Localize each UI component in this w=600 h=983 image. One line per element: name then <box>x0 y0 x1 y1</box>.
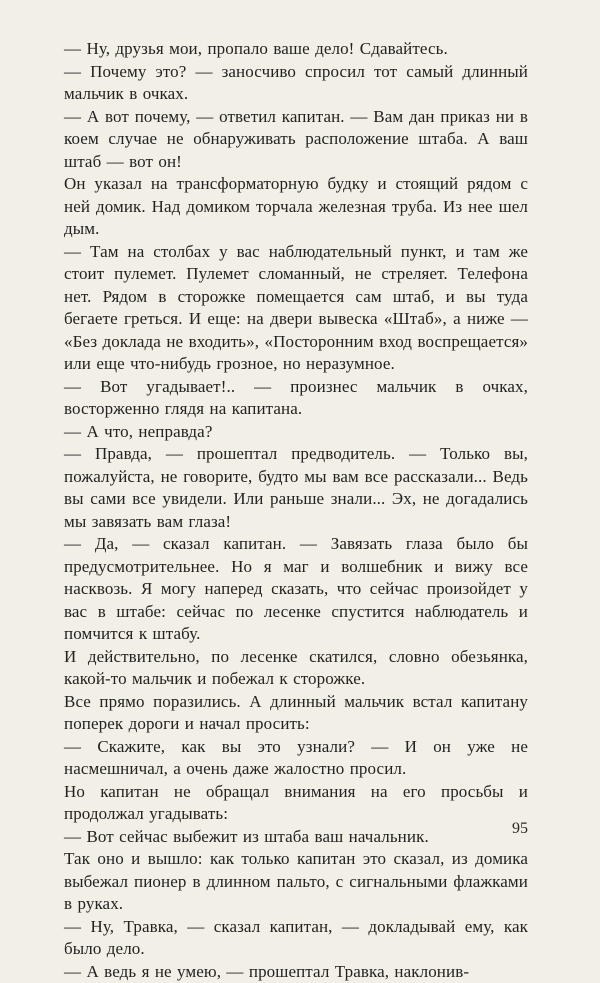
paragraph: — Ну, друзья мои, пропало ваше дело! Сдавайтесь. <box>64 38 528 61</box>
paragraph: — Вот сейчас выбежит из штаба ваш начальник. <box>64 826 528 849</box>
body-text <box>64 38 528 983</box>
paragraph: И действительно, по лесенке скатился, словно обезьянка, какой-то мальчик и побежал к сторожке. <box>64 646 528 691</box>
paragraph: — Скажите, как вы это узнали? — И он уже не насмешничал, а очень даже жалостно просил. <box>64 736 528 781</box>
paragraph: Но капитан не обращал внимания на его просьбы и продолжал угадывать: <box>64 781 528 826</box>
paragraph: — Там на столбах у вас наблюдательный пункт, и там же стоит пулемет. Пулемет сломанный, не стреляет. Телефона нет. Рядом в сторожке помещается сам штаб, и вы туда бегаете греться. И еще: на двери вывеска «Штаб», а ниже — «Без доклада не входить», «Посторонним вход воспрещается» или еще что-нибудь грозное, но неразумное. <box>64 241 528 376</box>
paragraph: — А вот почему, — ответил капитан. — Вам дан приказ ни в коем случае не обнаруживать расположение штаба. А ваш штаб — вот он! <box>64 106 528 174</box>
paragraph: Он указал на трансформаторную будку и стоящий рядом с ней домик. Над домиком торчала железная труба. Из нее шел дым. <box>64 173 528 241</box>
page-number: 95 <box>478 820 528 838</box>
paragraph: Все прямо поразились. А длинный мальчик встал капитану поперек дороги и начал просить: <box>64 691 528 736</box>
paragraph: Так оно и вышло: как только капитан это сказал, из домика выбежал пионер в длинном пальто, с сигнальными флажками в руках. <box>64 848 528 916</box>
paragraph: — Почему это? — заносчиво спросил тот самый длинный мальчик в очках. <box>64 61 528 106</box>
paragraph: — Ну, Травка, — сказал капитан, — докладывай ему, как было дело. <box>64 916 528 961</box>
paragraph: — Правда, — прошептал предводитель. — Только вы, пожалуйста, не говорите, будто мы вам все рассказали... Ведь вы сами все увидели. Или раньше знали... Эх, не догадались мы завязать вам глаза! <box>64 443 528 533</box>
paragraph: — А ведь я не умею, — прошептал Травка, наклонив- <box>64 961 528 983</box>
paragraph: — А что, неправда? <box>64 421 528 444</box>
paragraph: — Да, — сказал капитан. — Завязать глаза было бы предусмотрительнее. Но я маг и волшебник и вижу все насквозь. Я могу наперед сказать, что сейчас произойдет у вас в штабе: сейчас по лесенке спустится наблюдатель и помчится к штабу. <box>64 533 528 646</box>
paragraph: — Вот угадывает!.. — произнес мальчик в очках, восторженно глядя на капитана. <box>64 376 528 421</box>
